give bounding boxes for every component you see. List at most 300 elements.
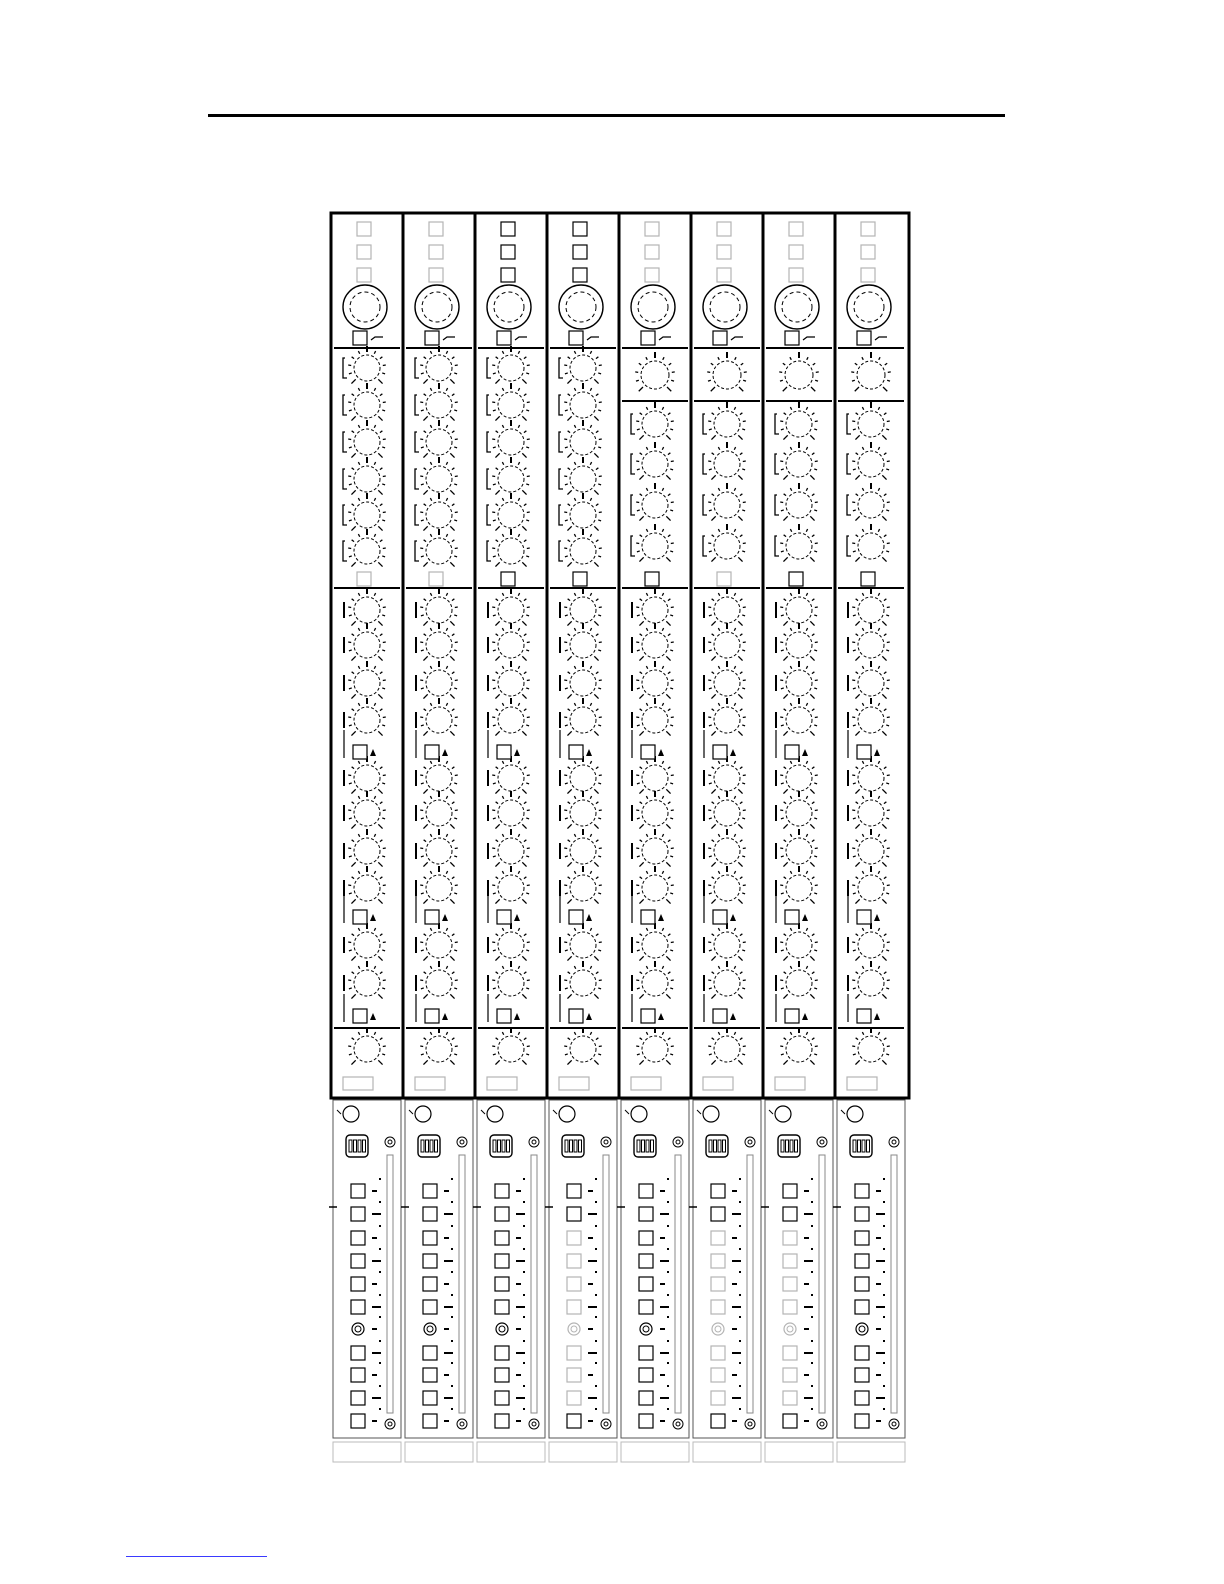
pre-post-switch-1[interactable] [569,745,583,759]
eq-knob-3[interactable] [420,420,458,458]
pan-knob[interactable] [852,1027,890,1065]
aux-send-knob-9[interactable] [492,923,530,961]
aux-send-knob-10[interactable] [852,961,890,999]
eq-knob-1[interactable] [708,402,746,440]
fader-key-6[interactable] [495,1300,509,1314]
pan-knob[interactable] [420,1027,458,1065]
aux-send-knob-1[interactable] [780,588,818,626]
fader-key-10[interactable] [423,1391,437,1405]
eq-switch[interactable] [429,572,443,586]
fader-key-1[interactable] [423,1184,437,1198]
fader-key-10[interactable] [351,1391,365,1405]
eq-knob-2[interactable] [420,383,458,421]
fader-key-4[interactable] [639,1254,653,1268]
fader-key-3[interactable] [423,1231,437,1245]
fader-key-5[interactable] [711,1277,725,1291]
fader-key-6[interactable] [783,1300,797,1314]
hpf-switch[interactable] [353,331,367,345]
pre-post-switch-1[interactable] [857,745,871,759]
aux-send-knob-5[interactable] [492,756,530,794]
fader-key-4[interactable] [783,1254,797,1268]
aux-send-knob-9[interactable] [708,923,746,961]
knob-tick [783,899,787,903]
aux-send-knob-6[interactable] [348,791,386,829]
gain-knob[interactable] [343,285,387,329]
fader-key-10[interactable] [711,1391,725,1405]
pre-post-switch-1[interactable] [641,745,655,759]
pan-section [775,1027,818,1090]
fader-key-10[interactable] [567,1391,581,1405]
fader-key-11[interactable] [423,1414,437,1428]
fader-key-1[interactable] [639,1184,653,1198]
aux-send-knob-6[interactable] [708,791,746,829]
fader-key-9[interactable] [423,1368,437,1382]
fader-key-8[interactable] [423,1346,437,1360]
aux-send-knob-5[interactable] [348,756,386,794]
knob-tick [666,516,670,520]
fader-key-3[interactable] [711,1231,725,1245]
aux-send-knob-3[interactable] [708,661,746,699]
eq-knob-6[interactable] [492,529,530,567]
pre-post-switch-1[interactable] [425,745,439,759]
eq-knob-3[interactable] [492,420,530,458]
pre-post-switch-2[interactable] [785,910,799,924]
fader-key-1[interactable] [855,1184,869,1198]
eq-switch[interactable] [861,572,875,586]
pre-post-switch-1[interactable] [785,745,799,759]
aux-send-knob-4[interactable] [852,698,890,736]
eq-switch[interactable] [789,572,803,586]
aux-send-knob-3[interactable] [636,661,674,699]
balance-knob[interactable] [779,352,819,391]
fader-key-4[interactable] [711,1254,725,1268]
hpf-switch[interactable] [569,331,583,345]
fader-key-6[interactable] [639,1300,653,1314]
gain-knob[interactable] [415,285,459,329]
fader-key-5[interactable] [567,1277,581,1291]
input-button-1[interactable] [717,222,731,236]
gain-knob[interactable] [847,285,891,329]
aux-send-knob-1[interactable] [852,588,890,626]
aux-send-knob-4[interactable] [708,698,746,736]
aux-send-knob-3[interactable] [780,661,818,699]
aux-send-knob-3[interactable] [852,661,890,699]
gain-knob[interactable] [703,285,747,329]
fader-key-9[interactable] [495,1368,509,1382]
eq-switch[interactable] [717,572,731,586]
fader-key-1[interactable] [567,1184,581,1198]
gain-knob[interactable] [559,285,603,329]
eq-knob-4[interactable] [348,457,386,495]
eq-knob-1[interactable] [348,346,386,384]
input-button-3[interactable] [861,268,875,282]
aux-send-knob-7[interactable] [348,829,386,867]
aux-send-knob-7[interactable] [636,829,674,867]
aux-send-knob-3[interactable] [564,661,602,699]
eq-knob-1[interactable] [636,402,674,440]
aux-send-knob-6[interactable] [564,791,602,829]
fader-key-9[interactable] [351,1368,365,1382]
fader-key-9[interactable] [783,1368,797,1382]
fader-key-10[interactable] [495,1391,509,1405]
input-button-2[interactable] [573,245,587,259]
input-button-2[interactable] [501,245,515,259]
input-button-2[interactable] [645,245,659,259]
aux-send-knob-2[interactable] [636,623,674,661]
fader-key-3[interactable] [567,1231,581,1245]
aux-send-knob-1[interactable] [420,588,458,626]
aux-send-knob-9[interactable] [636,923,674,961]
knob-tick [738,475,742,479]
fader-key-6[interactable] [423,1300,437,1314]
knob-tick [423,994,427,998]
gain-knob[interactable] [487,285,531,329]
aux-send-knob-8[interactable] [708,866,746,904]
knob-tick [450,562,454,566]
aux-send-knob-10[interactable] [708,961,746,999]
input-button-3[interactable] [357,268,371,282]
gain-knob[interactable] [775,285,819,329]
aux-send-knob-10[interactable] [636,961,674,999]
fader-key-8[interactable] [783,1346,797,1360]
fader-key-11[interactable] [711,1414,725,1428]
fader-key-9[interactable] [567,1368,581,1382]
aux-send-knob-3[interactable] [348,661,386,699]
pre-post-switch-3[interactable] [641,1009,655,1023]
aux-send-knob-3[interactable] [492,661,530,699]
fader-key-5[interactable] [423,1277,437,1291]
knob-ring [857,361,885,389]
eq-knob-3[interactable] [852,483,890,521]
aux-send-knob-7[interactable] [564,829,602,867]
fader-key-9[interactable] [855,1368,869,1382]
knob-ring [426,355,452,381]
eq-knob-1[interactable] [852,402,890,440]
fader-key-6[interactable] [855,1300,869,1314]
fader-key-6[interactable] [351,1300,365,1314]
input-button-3[interactable] [429,268,443,282]
eq-band-bracket [415,395,419,415]
pan-knob[interactable] [708,1027,746,1065]
aux-send-knob-9[interactable] [348,923,386,961]
pre-post-switch-1[interactable] [497,745,511,759]
pre-post-switch-2[interactable] [353,910,367,924]
eq-knob-3[interactable] [636,483,674,521]
aux-send-knob-3[interactable] [420,661,458,699]
fader-key-8[interactable] [351,1346,365,1360]
fader-key-2[interactable] [783,1207,797,1221]
aux-send-knob-2[interactable] [852,623,890,661]
aux-send-knob-8[interactable] [420,866,458,904]
input-button-2[interactable] [429,245,443,259]
eq-knob-6[interactable] [348,529,386,567]
input-button-2[interactable] [357,245,371,259]
pre-post-switch-1[interactable] [713,745,727,759]
fader-key-2[interactable] [423,1207,437,1221]
hpf-switch[interactable] [785,331,799,345]
aux-send-knob-4[interactable] [564,698,602,736]
eq-knob-3[interactable] [708,483,746,521]
pan-knob[interactable] [636,1027,674,1065]
pre-post-switch-2[interactable] [497,910,511,924]
aux-send-knob-4[interactable] [420,698,458,736]
aux-send-knob-7[interactable] [708,829,746,867]
eq-knob-5[interactable] [492,493,530,531]
fader-key-8[interactable] [855,1346,869,1360]
fader-key-8[interactable] [639,1346,653,1360]
fader-key-3[interactable] [639,1231,653,1245]
input-button-3[interactable] [645,268,659,282]
aux-send-knob-6[interactable] [420,791,458,829]
eq-section [415,346,458,586]
eq-knob-4[interactable] [852,524,890,562]
aux-send-knob-10[interactable] [420,961,458,999]
fader-key-2[interactable] [495,1207,509,1221]
pan-knob[interactable] [780,1027,818,1065]
fader-key-11[interactable] [351,1414,365,1428]
fader-key-8[interactable] [495,1346,509,1360]
fader-key-9[interactable] [639,1368,653,1382]
fader-key-6[interactable] [711,1300,725,1314]
input-button-1[interactable] [573,222,587,236]
aux-send-knob-5[interactable] [708,756,746,794]
knob-tick [781,510,784,511]
aux-send-knob-7[interactable] [492,829,530,867]
input-button-1[interactable] [501,222,515,236]
eq-knob-3[interactable] [348,420,386,458]
pan-knob[interactable] [564,1027,602,1065]
fader-key-9[interactable] [711,1368,725,1382]
fader-key-5[interactable] [855,1277,869,1291]
fader-key-5[interactable] [495,1277,509,1291]
fader-key-6[interactable] [567,1300,581,1314]
knob-tick [855,363,857,365]
aux-send-knob-8[interactable] [852,866,890,904]
eq-knob-2[interactable] [348,383,386,421]
fader-key-3[interactable] [495,1231,509,1245]
input-button-1[interactable] [789,222,803,236]
fader-key-11[interactable] [783,1414,797,1428]
eq-knob-2[interactable] [636,442,674,480]
aux-send-knob-9[interactable] [852,923,890,961]
input-button-3[interactable] [573,268,587,282]
fader-key-2[interactable] [711,1207,725,1221]
fader-key-5[interactable] [639,1277,653,1291]
fader-key-11[interactable] [855,1414,869,1428]
fader-key-3[interactable] [783,1231,797,1245]
fader-key-10[interactable] [783,1391,797,1405]
eq-knob-5[interactable] [348,493,386,531]
eq-knob-2[interactable] [492,383,530,421]
aux-send-knob-7[interactable] [852,829,890,867]
fader-key-11[interactable] [567,1414,581,1428]
aux-send-knob-1[interactable] [564,588,602,626]
gain-knob[interactable] [631,285,675,329]
knob-tick [450,694,454,698]
input-button-2[interactable] [861,245,875,259]
eq-switch[interactable] [357,572,371,586]
aux-send-knob-2[interactable] [420,623,458,661]
pre-post-switch-2[interactable] [713,910,727,924]
hpf-switch[interactable] [857,331,871,345]
eq-knob-4[interactable] [564,457,602,495]
fader-key-2[interactable] [567,1207,581,1221]
aux-send-knob-10[interactable] [348,961,386,999]
fader-key-4[interactable] [351,1254,365,1268]
knob-tick [526,650,529,651]
fader-key-4[interactable] [423,1254,437,1268]
pre-post-switch-3[interactable] [425,1009,439,1023]
pre-post-switch-3[interactable] [857,1009,871,1023]
fader-key-5[interactable] [783,1277,797,1291]
input-button-1[interactable] [645,222,659,236]
aux-send-knob-10[interactable] [492,961,530,999]
pre-post-switch-2[interactable] [569,910,583,924]
fader-key-8[interactable] [567,1346,581,1360]
fader-key-2[interactable] [639,1207,653,1221]
eq-knob-5[interactable] [564,493,602,531]
input-button-2[interactable] [789,245,803,259]
fader-key-1[interactable] [351,1184,365,1198]
fader-key-4[interactable] [567,1254,581,1268]
eq-knob-4[interactable] [636,524,674,562]
eq-switch[interactable] [645,572,659,586]
aux-send-knob-6[interactable] [780,791,818,829]
input-button-1[interactable] [861,222,875,236]
aux-send-knob-1[interactable] [708,588,746,626]
fader-key-5[interactable] [351,1277,365,1291]
pre-post-switch-2[interactable] [641,910,655,924]
balance-knob[interactable] [851,352,891,391]
input-button-2[interactable] [717,245,731,259]
pre-post-switch-3[interactable] [713,1009,727,1023]
aux-send-knob-8[interactable] [636,866,674,904]
input-button-1[interactable] [357,222,371,236]
aux-send-knob-2[interactable] [780,623,818,661]
pan-knob[interactable] [492,1027,530,1065]
aux-send-knob-9[interactable] [780,923,818,961]
eq-knob-4[interactable] [780,524,818,562]
hpf-switch[interactable] [713,331,727,345]
fader-key-3[interactable] [855,1231,869,1245]
eq-knob-4[interactable] [420,457,458,495]
input-button-3[interactable] [789,268,803,282]
aux-send-knob-6[interactable] [852,791,890,829]
aux-send-knob-2[interactable] [492,623,530,661]
fader-key-11[interactable] [495,1414,509,1428]
balance-knob[interactable] [707,352,747,391]
knob-tick [855,516,859,520]
eq-knob-3[interactable] [780,483,818,521]
aux-send-knob-8[interactable] [348,866,386,904]
aux-send-knob-1[interactable] [492,588,530,626]
aux-send-knob-5[interactable] [420,756,458,794]
aux-send-knob-1[interactable] [348,588,386,626]
pan-knob[interactable] [348,1027,386,1065]
fader-key-10[interactable] [855,1391,869,1405]
aux-send-knob-10[interactable] [564,961,602,999]
aux-send-knob-2[interactable] [564,623,602,661]
input-button-3[interactable] [501,268,515,282]
aux-send-knob-4[interactable] [348,698,386,736]
aux-send-knob-5[interactable] [780,756,818,794]
fader-key-1[interactable] [711,1184,725,1198]
balance-knob[interactable] [635,352,675,391]
aux-send-knob-5[interactable] [852,756,890,794]
eq-knob-6[interactable] [420,529,458,567]
aux-send-knob-4[interactable] [636,698,674,736]
eq-knob-2[interactable] [564,383,602,421]
eq-switch[interactable] [573,572,587,586]
pre-post-switch-2[interactable] [425,910,439,924]
fader-key-10[interactable] [639,1391,653,1405]
pre-post-switch-2[interactable] [857,910,871,924]
aux-send-knob-8[interactable] [492,866,530,904]
fader-key-4[interactable] [495,1254,509,1268]
aux-send-knob-8[interactable] [780,866,818,904]
fader-key-2[interactable] [855,1207,869,1221]
fader-key-3[interactable] [351,1231,365,1245]
eq-knob-6[interactable] [564,529,602,567]
aux-send-knob-2[interactable] [348,623,386,661]
eq-knob-4[interactable] [708,524,746,562]
eq-switch[interactable] [501,572,515,586]
eq-knob-2[interactable] [708,442,746,480]
aux-send-knob-6[interactable] [636,791,674,829]
fader-key-8[interactable] [711,1346,725,1360]
hpf-switch[interactable] [641,331,655,345]
pre-post-switch-3[interactable] [497,1009,511,1023]
hpf-switch[interactable] [425,331,439,345]
aux-send-knob-9[interactable] [564,923,602,961]
fader-key-2[interactable] [351,1207,365,1221]
eq-knob-2[interactable] [780,442,818,480]
eq-knob-3[interactable] [564,420,602,458]
fader-key-1[interactable] [783,1184,797,1198]
eq-knob-4[interactable] [492,457,530,495]
aux-send-knob-4[interactable] [492,698,530,736]
eq-knob-1[interactable] [780,402,818,440]
knob-ring [570,670,596,696]
eq-knob-2[interactable] [852,442,890,480]
aux-send-knob-6[interactable] [492,791,530,829]
input-button-3[interactable] [717,268,731,282]
eq-knob-1[interactable] [492,346,530,384]
fader-key-11[interactable] [639,1414,653,1428]
fader-key-1[interactable] [495,1184,509,1198]
hpf-switch[interactable] [497,331,511,345]
aux-send-knob-8[interactable] [564,866,602,904]
aux-send-knob-4[interactable] [780,698,818,736]
aux-send-knob-1[interactable] [636,588,674,626]
aux-send-knob-7[interactable] [780,829,818,867]
eq-knob-5[interactable] [420,493,458,531]
pre-post-switch-3[interactable] [353,1009,367,1023]
pre-post-switch-3[interactable] [569,1009,583,1023]
pre-post-switch-1[interactable] [353,745,367,759]
fader-key-4[interactable] [855,1254,869,1268]
pre-post-switch-3[interactable] [785,1009,799,1023]
aux-send-knob-5[interactable] [564,756,602,794]
eq-knob-1[interactable] [564,346,602,384]
aux-send-knob-10[interactable] [780,961,818,999]
aux-send-knob-5[interactable] [636,756,674,794]
aux-send-knob-2[interactable] [708,623,746,661]
aux-send-knob-7[interactable] [420,829,458,867]
aux-send-knob-9[interactable] [420,923,458,961]
input-button-1[interactable] [429,222,443,236]
eq-knob-1[interactable] [420,346,458,384]
